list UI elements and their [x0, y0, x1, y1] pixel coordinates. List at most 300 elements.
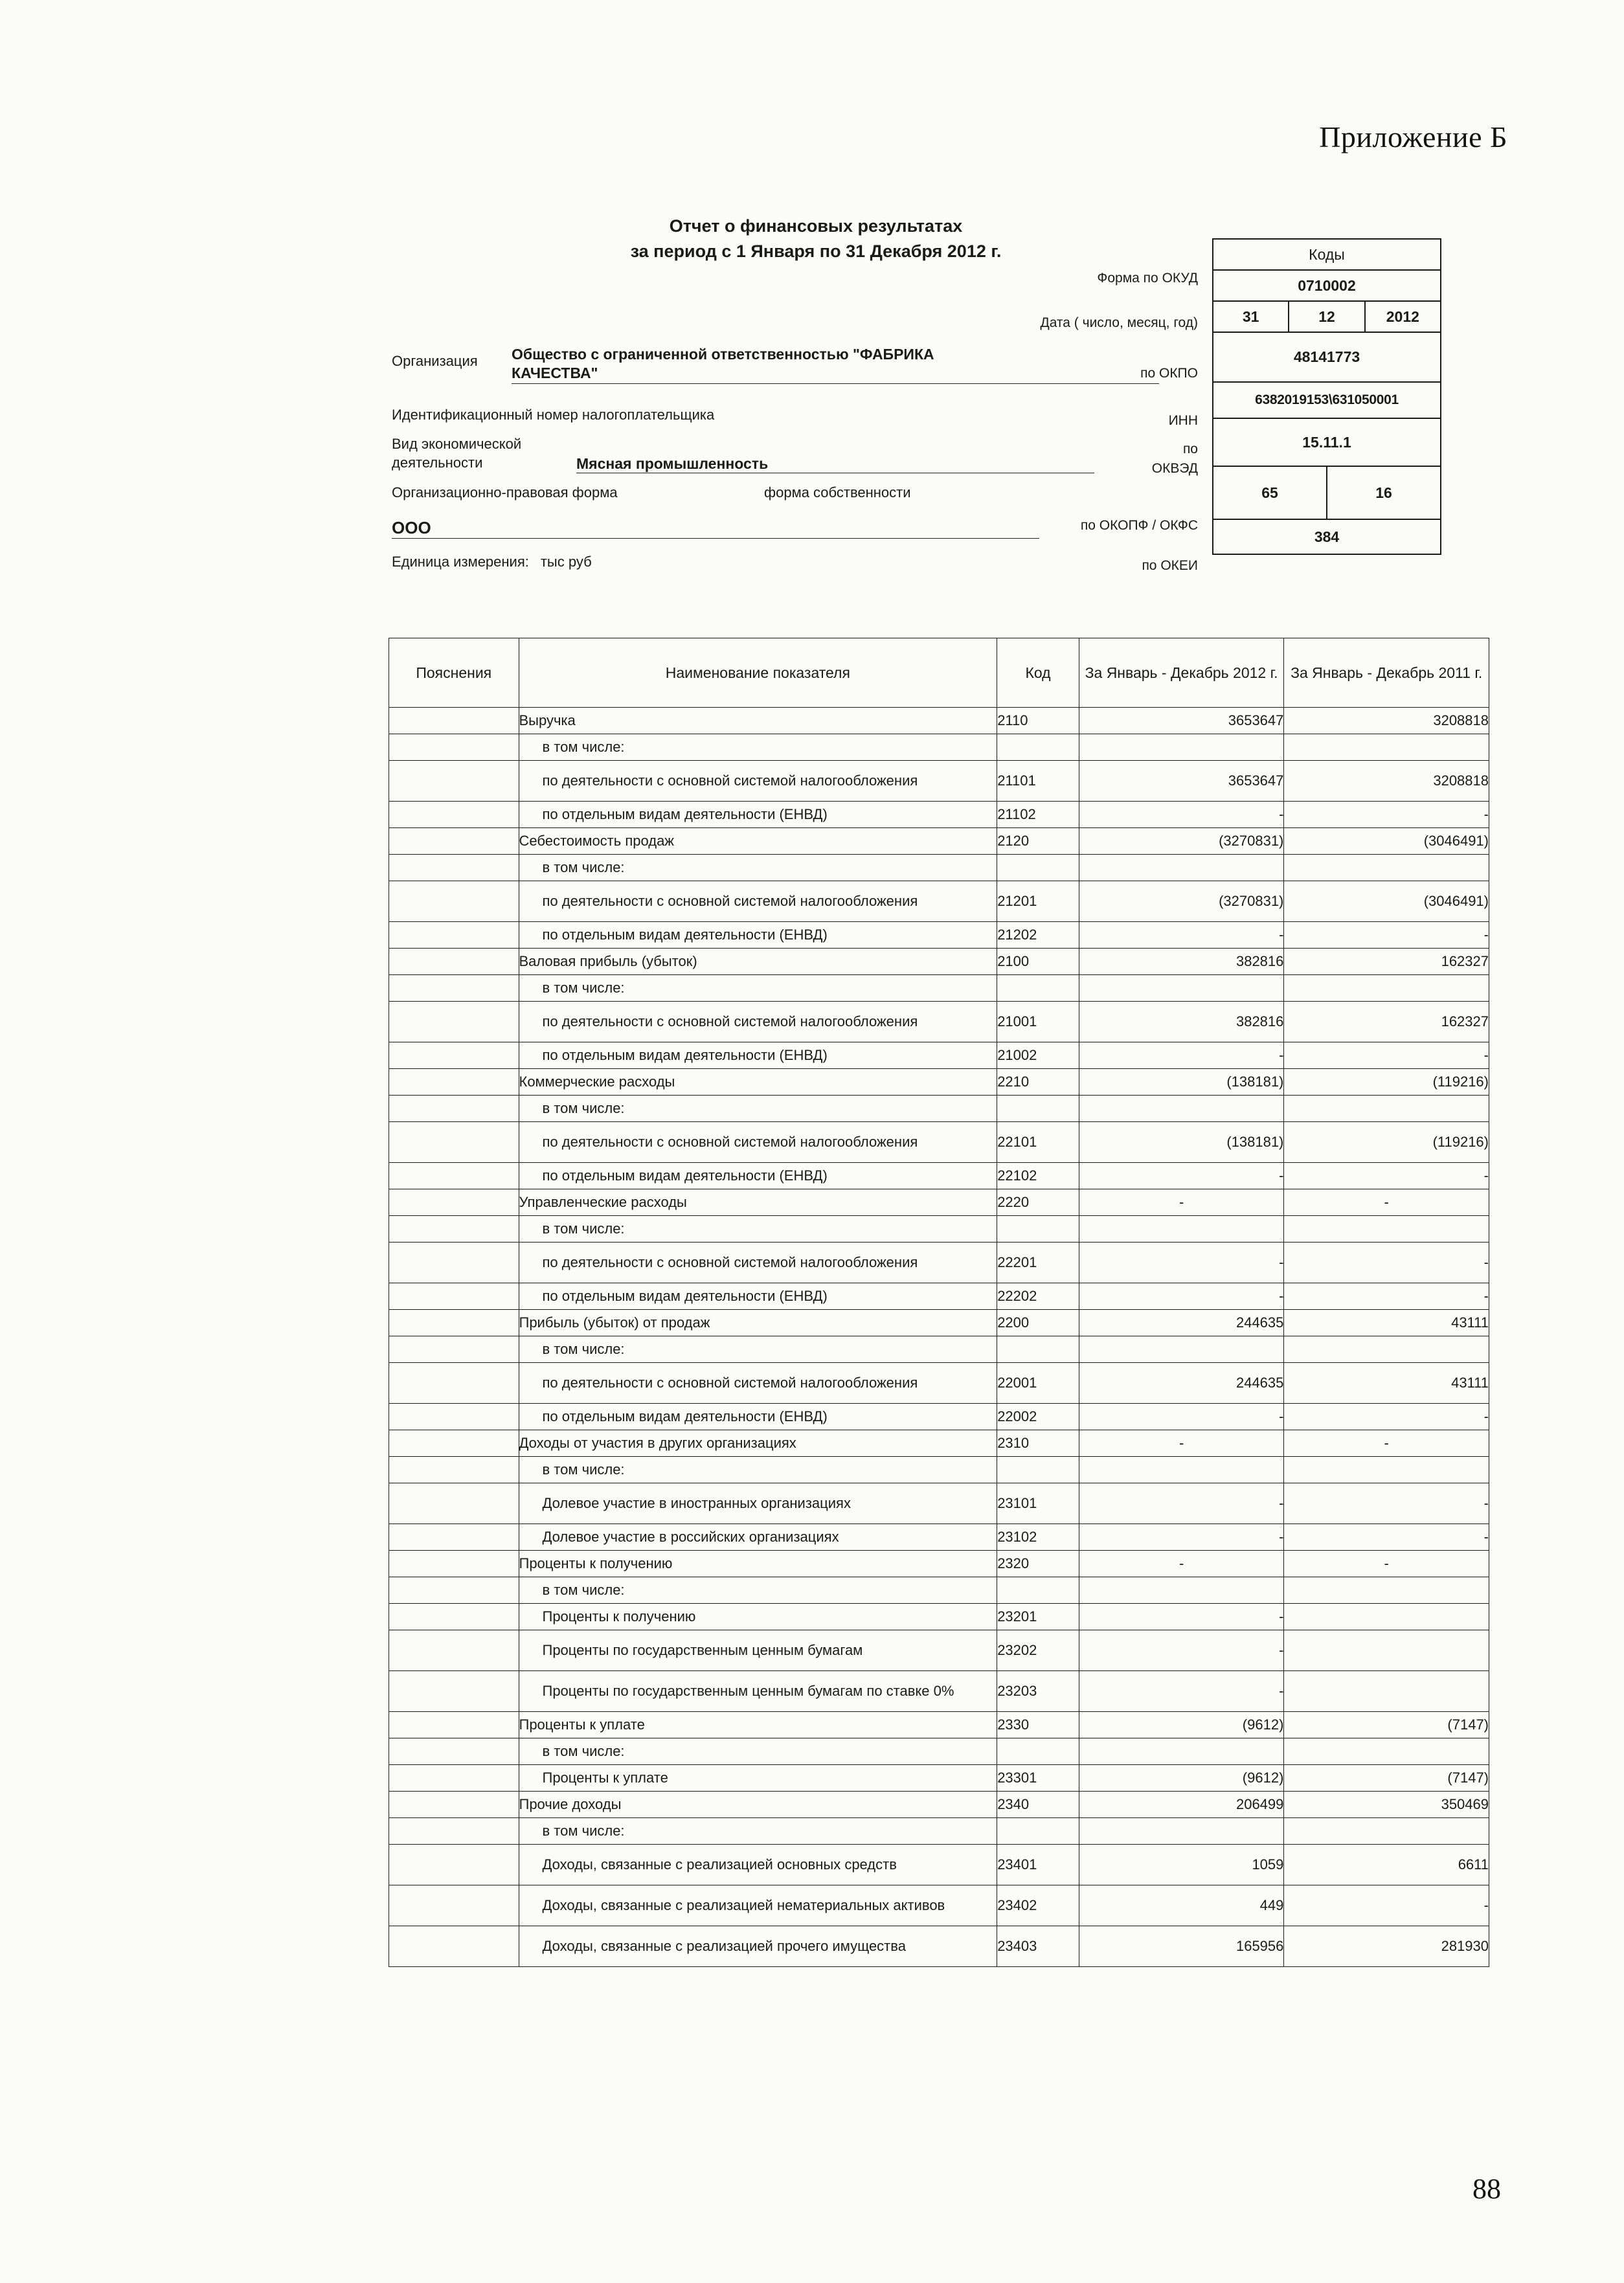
okud-label: Форма по ОКУД: [1097, 271, 1198, 286]
cell-explanations: [389, 1524, 519, 1551]
cell-current-value: -: [1079, 1430, 1284, 1457]
date-day: 31: [1213, 302, 1289, 332]
cell-code: 2310: [997, 1430, 1079, 1457]
date-row: [1213, 302, 1440, 333]
cell-explanations: [389, 1551, 519, 1577]
cell-previous-value: 6611: [1284, 1845, 1489, 1885]
organization-row: [392, 353, 478, 370]
cell-explanations: [389, 1885, 519, 1926]
cell-explanations: [389, 1457, 519, 1483]
cell-code: 2120: [997, 828, 1079, 855]
cell-explanations: [389, 922, 519, 949]
cell-code: [997, 1577, 1079, 1604]
okfs-value: 16: [1375, 484, 1392, 501]
cell-explanations: [389, 1096, 519, 1122]
cell-current-value: 165956: [1079, 1926, 1284, 1967]
cell-explanations: [389, 1283, 519, 1310]
cell-previous-value: [1284, 975, 1489, 1002]
cell-previous-value: [1284, 1604, 1489, 1630]
cell-current-value: [1079, 855, 1284, 881]
cell-code: 2210: [997, 1069, 1079, 1096]
cell-previous-value: -: [1284, 1042, 1489, 1069]
unit-value: тыс руб: [540, 554, 592, 570]
cell-previous-value: [1284, 1336, 1489, 1363]
cell-previous-value: 43111: [1284, 1363, 1489, 1404]
cell-code: [997, 734, 1079, 761]
cell-explanations: [389, 1671, 519, 1712]
cell-current-value: 449: [1079, 1885, 1284, 1926]
cell-previous-value: (7147): [1284, 1712, 1489, 1738]
table-row: [389, 1671, 1489, 1712]
cell-indicator: в том числе:: [519, 1096, 997, 1122]
okei-row: [1213, 520, 1440, 554]
cell-explanations: [389, 1792, 519, 1818]
cell-current-value: -: [1079, 1189, 1284, 1216]
cell-current-value: (3270831): [1079, 828, 1284, 855]
cell-explanations: [389, 1738, 519, 1765]
cell-code: [997, 1457, 1079, 1483]
cell-explanations: [389, 734, 519, 761]
cell-indicator: Долевое участие в иностранных организациях: [519, 1483, 997, 1524]
table-row: [389, 1096, 1489, 1122]
cell-code: 22101: [997, 1122, 1079, 1163]
codes-title: Коды: [1309, 245, 1345, 263]
table-row: [389, 1189, 1489, 1216]
cell-code: [997, 1336, 1079, 1363]
cell-previous-value: [1284, 734, 1489, 761]
activity-label-line1: Вид экономической: [392, 436, 522, 452]
table-row: [389, 1336, 1489, 1363]
header-current-period: За Январь - Декабрь 2012 г.: [1079, 638, 1284, 708]
cell-indicator: Проценты к получению: [519, 1551, 997, 1577]
table-row: [389, 1430, 1489, 1457]
table-row: [389, 734, 1489, 761]
cell-code: 2110: [997, 708, 1079, 734]
cell-indicator: Проценты к уплате: [519, 1712, 997, 1738]
date-month: 12: [1289, 302, 1365, 332]
cell-explanations: [389, 855, 519, 881]
table-row: [389, 881, 1489, 922]
cell-previous-value: -: [1284, 1283, 1489, 1310]
table-row: [389, 1765, 1489, 1792]
okei-value: 384: [1314, 528, 1340, 545]
cell-current-value: -: [1079, 1604, 1284, 1630]
cell-indicator: Прочие доходы: [519, 1792, 997, 1818]
table-row: [389, 761, 1489, 802]
cell-current-value: [1079, 1216, 1284, 1243]
table-row: [389, 1926, 1489, 1967]
taxpayer-inn-label: Идентификационный номер налогоплательщика: [392, 407, 715, 423]
cell-current-value: 206499: [1079, 1792, 1284, 1818]
cell-current-value: [1079, 1457, 1284, 1483]
cell-previous-value: (119216): [1284, 1122, 1489, 1163]
cell-indicator: в том числе:: [519, 1738, 997, 1765]
cell-current-value: [1079, 1818, 1284, 1845]
cell-explanations: [389, 761, 519, 802]
cell-previous-value: -: [1284, 1524, 1489, 1551]
cell-indicator: Проценты к уплате: [519, 1765, 997, 1792]
cell-explanations: [389, 802, 519, 828]
cell-explanations: [389, 1577, 519, 1604]
cell-current-value: -: [1079, 1671, 1284, 1712]
table-row: [389, 1216, 1489, 1243]
organization-value-line1: Общество с ограниченной ответственностью "ФАБРИКА: [512, 346, 934, 363]
table-row: [389, 1604, 1489, 1630]
okpo-value: 48141773: [1293, 348, 1360, 365]
cell-code: 23201: [997, 1604, 1079, 1630]
cell-explanations: [389, 1216, 519, 1243]
cell-current-value: (138181): [1079, 1069, 1284, 1096]
cell-current-value: 244635: [1079, 1310, 1284, 1336]
cell-current-value: -: [1079, 1630, 1284, 1671]
cell-previous-value: [1284, 1818, 1489, 1845]
cell-explanations: [389, 1363, 519, 1404]
cell-code: 23203: [997, 1671, 1079, 1712]
cell-previous-value: 162327: [1284, 949, 1489, 975]
cell-previous-value: [1284, 1671, 1489, 1712]
table-row: [389, 1163, 1489, 1189]
cell-code: 23101: [997, 1483, 1079, 1524]
cell-current-value: -: [1079, 1404, 1284, 1430]
cell-code: [997, 1216, 1079, 1243]
cell-current-value: -: [1079, 922, 1284, 949]
cell-explanations: [389, 708, 519, 734]
cell-indicator: по отдельным видам деятельности (ЕНВД): [519, 802, 997, 828]
organization-label: Организация: [392, 353, 478, 369]
cell-current-value: [1079, 975, 1284, 1002]
legal-form-label: Организационно-правовая форма: [392, 484, 618, 500]
table-row: [389, 1738, 1489, 1765]
okpo-row: [1213, 333, 1440, 383]
cell-explanations: [389, 1069, 519, 1096]
cell-explanations: [389, 828, 519, 855]
table-row: [389, 708, 1489, 734]
cell-previous-value: [1284, 1630, 1489, 1671]
cell-indicator: Валовая прибыль (убыток): [519, 949, 997, 975]
cell-explanations: [389, 1483, 519, 1524]
table-row: [389, 1483, 1489, 1524]
cell-current-value: [1079, 1738, 1284, 1765]
header-code: Код: [997, 638, 1079, 708]
cell-current-value: (3270831): [1079, 881, 1284, 922]
cell-code: 2200: [997, 1310, 1079, 1336]
table-row: [389, 1524, 1489, 1551]
cell-code: [997, 1738, 1079, 1765]
cell-current-value: [1079, 1336, 1284, 1363]
cell-explanations: [389, 1604, 519, 1630]
table-row: [389, 1069, 1489, 1096]
cell-code: 22001: [997, 1363, 1079, 1404]
activity-value: Мясная промышленность: [576, 455, 1094, 473]
cell-explanations: [389, 1310, 519, 1336]
inn-value: 6382019153\631050001: [1255, 392, 1399, 407]
unit-label: Единица измерения:: [392, 554, 529, 570]
codes-box-title-row: [1213, 240, 1440, 271]
cell-indicator: по деятельности с основной системой налогообложения: [519, 1122, 997, 1163]
cell-code: 21001: [997, 1002, 1079, 1042]
cell-previous-value: 3208818: [1284, 761, 1489, 802]
cell-indicator: Проценты по государственным ценным бумагам: [519, 1630, 997, 1671]
cell-indicator: по деятельности с основной системой налогообложения: [519, 1002, 997, 1042]
okved-value: 15.11.1: [1302, 433, 1351, 451]
table-row: [389, 1002, 1489, 1042]
cell-code: [997, 975, 1079, 1002]
cell-indicator: в том числе:: [519, 734, 997, 761]
cell-current-value: -: [1079, 1551, 1284, 1577]
cell-previous-value: [1284, 1096, 1489, 1122]
cell-indicator: по деятельности с основной системой налогообложения: [519, 881, 997, 922]
cell-indicator: Доходы от участия в других организациях: [519, 1430, 997, 1457]
cell-indicator: в том числе:: [519, 1336, 997, 1363]
table-row: [389, 949, 1489, 975]
cell-code: 21101: [997, 761, 1079, 802]
cell-explanations: [389, 1002, 519, 1042]
table-row: [389, 1818, 1489, 1845]
cell-previous-value: -: [1284, 1483, 1489, 1524]
header-previous-period: За Январь - Декабрь 2011 г.: [1284, 638, 1489, 708]
cell-explanations: [389, 1336, 519, 1363]
cell-code: 22002: [997, 1404, 1079, 1430]
cell-code: [997, 1096, 1079, 1122]
financial-results-table: [389, 638, 1489, 1967]
ownership-row: [764, 484, 911, 501]
cell-code: 22202: [997, 1283, 1079, 1310]
okpo-label: по ОКПО: [1140, 366, 1198, 381]
cell-indicator: Себестоимость продаж: [519, 828, 997, 855]
document-title-line2: за период с 1 Января по 31 Декабря 2012 г.: [630, 242, 1002, 262]
table-row: [389, 1551, 1489, 1577]
cell-current-value: [1079, 1096, 1284, 1122]
cell-explanations: [389, 1765, 519, 1792]
table-row: [389, 1363, 1489, 1404]
cell-indicator: по отдельным видам деятельности (ЕНВД): [519, 922, 997, 949]
cell-current-value: -: [1079, 1042, 1284, 1069]
table-row: [389, 1712, 1489, 1738]
okopf-okfs-label: по ОКОПФ / ОКФС: [1080, 518, 1198, 533]
cell-code: [997, 1818, 1079, 1845]
cell-code: 23202: [997, 1630, 1079, 1671]
cell-previous-value: -: [1284, 1885, 1489, 1926]
cell-previous-value: -: [1284, 802, 1489, 828]
ownership-label: форма собственности: [764, 484, 911, 500]
table-row: [389, 922, 1489, 949]
cell-indicator: Проценты к получению: [519, 1604, 997, 1630]
cell-previous-value: -: [1284, 1243, 1489, 1283]
cell-indicator: Доходы, связанные с реализацией прочего имущества: [519, 1926, 997, 1967]
cell-code: 22201: [997, 1243, 1079, 1283]
cell-code: 2220: [997, 1189, 1079, 1216]
cell-indicator: по деятельности с основной системой налогообложения: [519, 761, 997, 802]
inn-label: ИНН: [1168, 413, 1198, 428]
table-row: [389, 1457, 1489, 1483]
cell-previous-value: [1284, 855, 1489, 881]
cell-current-value: -: [1079, 802, 1284, 828]
cell-current-value: 382816: [1079, 949, 1284, 975]
cell-previous-value: [1284, 1457, 1489, 1483]
cell-code: 22102: [997, 1163, 1079, 1189]
codes-box: [1212, 238, 1441, 555]
cell-previous-value: 162327: [1284, 1002, 1489, 1042]
organization-value-line2: КАЧЕСТВА": [512, 364, 1159, 384]
okud-value: 0710002: [1298, 276, 1356, 294]
cell-explanations: [389, 1163, 519, 1189]
cell-indicator: в том числе:: [519, 1216, 997, 1243]
cell-code: 23301: [997, 1765, 1079, 1792]
cell-previous-value: (3046491): [1284, 828, 1489, 855]
cell-explanations: [389, 949, 519, 975]
cell-previous-value: -: [1284, 922, 1489, 949]
cell-indicator: по отдельным видам деятельности (ЕНВД): [519, 1042, 997, 1069]
cell-previous-value: (119216): [1284, 1069, 1489, 1096]
cell-code: 23403: [997, 1926, 1079, 1967]
unit-row: [392, 554, 592, 570]
cell-explanations: [389, 1630, 519, 1671]
cell-explanations: [389, 975, 519, 1002]
header-explanations: Пояснения: [389, 638, 519, 708]
cell-indicator: в том числе:: [519, 975, 997, 1002]
cell-current-value: -: [1079, 1524, 1284, 1551]
table-row: [389, 1845, 1489, 1885]
cell-indicator: в том числе:: [519, 855, 997, 881]
cell-indicator: в том числе:: [519, 1577, 997, 1604]
cell-explanations: [389, 1243, 519, 1283]
cell-explanations: [389, 1042, 519, 1069]
cell-current-value: 3653647: [1079, 708, 1284, 734]
cell-current-value: (9612): [1079, 1765, 1284, 1792]
cell-explanations: [389, 881, 519, 922]
cell-explanations: [389, 1404, 519, 1430]
cell-current-value: 244635: [1079, 1363, 1284, 1404]
table-row: [389, 1042, 1489, 1069]
cell-previous-value: [1284, 1216, 1489, 1243]
table-row: [389, 1630, 1489, 1671]
cell-code: 21202: [997, 922, 1079, 949]
document-title-line1: Отчет о финансовых результатах: [669, 216, 963, 236]
cell-code: 21201: [997, 881, 1079, 922]
legal-form-row: [392, 484, 618, 501]
page-number: 88: [1472, 2173, 1501, 2205]
okopf-value: 65: [1213, 467, 1327, 519]
cell-code: 23402: [997, 1885, 1079, 1926]
cell-previous-value: -: [1284, 1163, 1489, 1189]
cell-current-value: -: [1079, 1483, 1284, 1524]
inn-row: [1213, 383, 1440, 419]
table-row: [389, 1404, 1489, 1430]
cell-explanations: [389, 1845, 519, 1885]
table-row: [389, 1122, 1489, 1163]
cell-indicator: по отдельным видам деятельности (ЕНВД): [519, 1163, 997, 1189]
cell-current-value: (9612): [1079, 1712, 1284, 1738]
cell-previous-value: 350469: [1284, 1792, 1489, 1818]
cell-indicator: в том числе:: [519, 1457, 997, 1483]
cell-previous-value: 3208818: [1284, 708, 1489, 734]
cell-current-value: 3653647: [1079, 761, 1284, 802]
cell-current-value: (138181): [1079, 1122, 1284, 1163]
okud-row: [1213, 271, 1440, 302]
cell-indicator: Прибыль (убыток) от продаж: [519, 1310, 997, 1336]
appendix-label: Приложение Б: [1319, 120, 1507, 153]
table-row: [389, 828, 1489, 855]
organization-value: [512, 345, 1159, 384]
cell-previous-value: (7147): [1284, 1765, 1489, 1792]
okved-label-top: по: [1182, 442, 1198, 456]
table-header-row: [389, 638, 1489, 708]
date-year: 2012: [1386, 308, 1419, 325]
taxpayer-inn-row: [392, 407, 714, 423]
legal-form-value: ООО: [392, 518, 1039, 539]
cell-explanations: [389, 1712, 519, 1738]
cell-indicator: Выручка: [519, 708, 997, 734]
cell-previous-value: -: [1284, 1551, 1489, 1577]
cell-explanations: [389, 1122, 519, 1163]
header-indicator: Наименование показателя: [519, 638, 997, 708]
table-row: [389, 975, 1489, 1002]
cell-indicator: по отдельным видам деятельности (ЕНВД): [519, 1404, 997, 1430]
cell-indicator: Доходы, связанные с реализацией нематериальных активов: [519, 1885, 997, 1926]
table-row: [389, 855, 1489, 881]
cell-explanations: [389, 1926, 519, 1967]
cell-indicator: по отдельным видам деятельности (ЕНВД): [519, 1283, 997, 1310]
table-row: [389, 1577, 1489, 1604]
cell-previous-value: 43111: [1284, 1310, 1489, 1336]
cell-code: 21002: [997, 1042, 1079, 1069]
okei-label: по ОКЕИ: [1142, 558, 1198, 573]
cell-code: 2320: [997, 1551, 1079, 1577]
table-row: [389, 1243, 1489, 1283]
cell-code: 23102: [997, 1524, 1079, 1551]
cell-indicator: Проценты по государственным ценным бумагам по ставке 0%: [519, 1671, 997, 1712]
cell-code: 2330: [997, 1712, 1079, 1738]
cell-current-value: -: [1079, 1243, 1284, 1283]
cell-previous-value: -: [1284, 1430, 1489, 1457]
cell-code: 2340: [997, 1792, 1079, 1818]
date-label: Дата ( число, месяц, год): [1040, 315, 1198, 330]
cell-indicator: Долевое участие в российских организациях: [519, 1524, 997, 1551]
cell-code: 23401: [997, 1845, 1079, 1885]
cell-current-value: [1079, 734, 1284, 761]
cell-indicator: по деятельности с основной системой налогообложения: [519, 1363, 997, 1404]
cell-previous-value: (3046491): [1284, 881, 1489, 922]
cell-current-value: -: [1079, 1283, 1284, 1310]
activity-label-line2: деятельности: [392, 454, 483, 471]
okved-row: [1213, 419, 1440, 467]
cell-code: 2100: [997, 949, 1079, 975]
activity-label: [392, 435, 521, 472]
cell-current-value: -: [1079, 1163, 1284, 1189]
table-row: [389, 1885, 1489, 1926]
cell-previous-value: -: [1284, 1189, 1489, 1216]
okopf-okfs-row: [1213, 467, 1440, 520]
cell-code: [997, 855, 1079, 881]
okved-label: ОКВЭД: [1151, 461, 1198, 476]
cell-previous-value: -: [1284, 1404, 1489, 1430]
table-row: [389, 1310, 1489, 1336]
cell-previous-value: [1284, 1577, 1489, 1604]
cell-code: 21102: [997, 802, 1079, 828]
cell-current-value: [1079, 1577, 1284, 1604]
cell-current-value: 382816: [1079, 1002, 1284, 1042]
table-body: [389, 708, 1489, 1967]
cell-explanations: [389, 1430, 519, 1457]
cell-indicator: по деятельности с основной системой налогообложения: [519, 1243, 997, 1283]
cell-indicator: Доходы, связанные с реализацией основных средств: [519, 1845, 997, 1885]
cell-indicator: Управленческие расходы: [519, 1189, 997, 1216]
table-row: [389, 1792, 1489, 1818]
table-row: [389, 802, 1489, 828]
cell-explanations: [389, 1818, 519, 1845]
cell-explanations: [389, 1189, 519, 1216]
cell-previous-value: [1284, 1738, 1489, 1765]
